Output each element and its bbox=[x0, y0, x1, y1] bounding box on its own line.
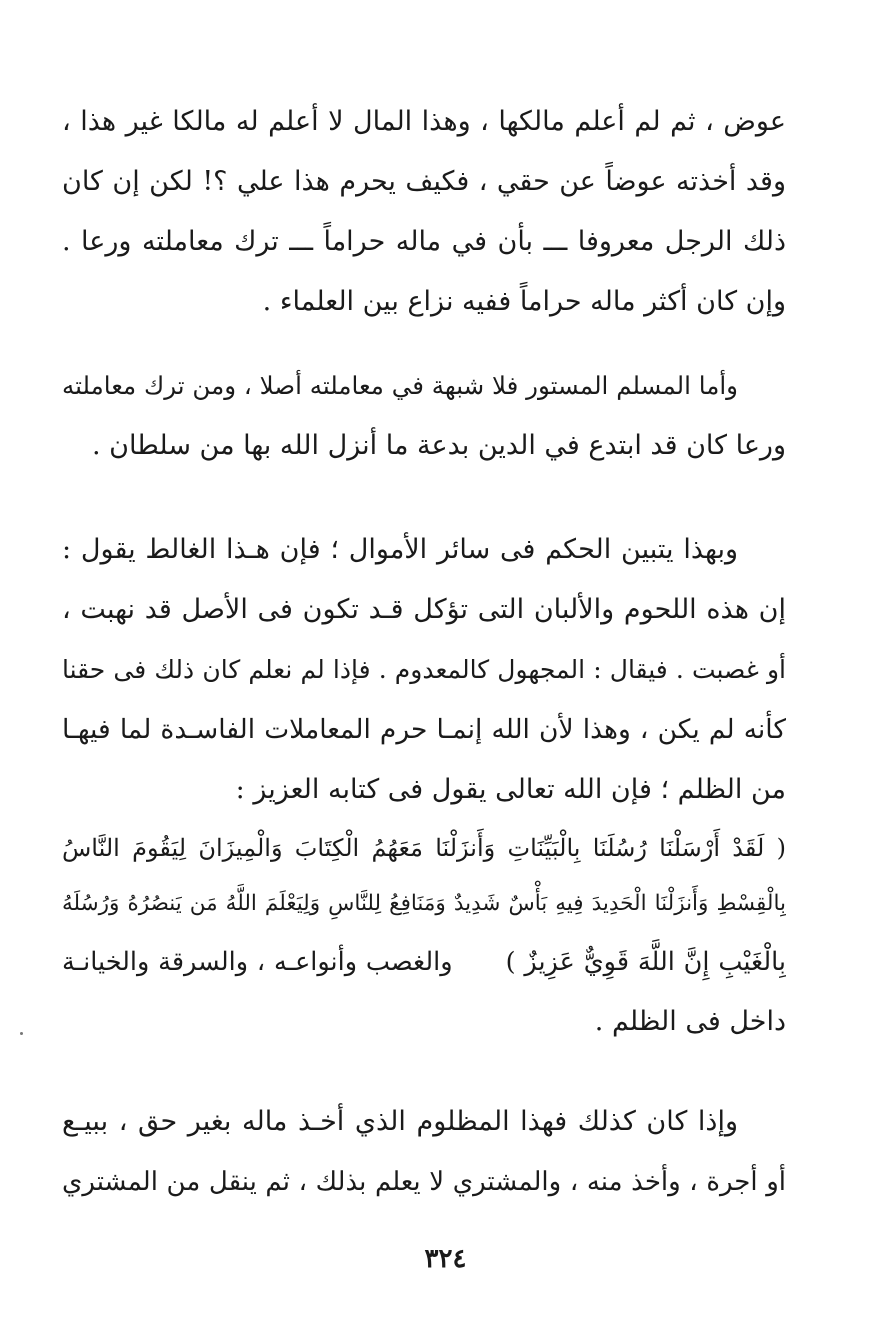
text-line: داخل فى الظلم . bbox=[594, 1006, 786, 1037]
text-line: وإن كان أكثر ماله حراماً ففيه نزاع بين العلماء . bbox=[262, 286, 786, 317]
quran-verse-line: بِالْقِسْطِ وَأَنزَلْنَا الْحَدِيدَ فِيهِ بَأْسٌ شَدِيدٌ وَمَنَافِعُ لِلنَّاسِ وَلِيَعْلَمَ اللَّهُ مَن يَنصُرُهُ وَرُسُلَهُ bbox=[62, 891, 786, 916]
quran-verse-line: ( لَقَدْ أَرْسَلْنَا رُسُلَنَا بِالْبَيِّنَاتِ وَأَنزَلْنَا مَعَهُمُ الْكِتَابَ وَالْمِيزَانَ لِيَقُومَ النَّاسُ bbox=[62, 834, 786, 862]
text-line: وإذا كان كذلك فهذا المظلوم الذي أخـذ ماله بغير حق ، ببيـع bbox=[62, 1106, 738, 1137]
text-line: ذلك الرجل معروفا ـــ بأن في ماله حراماً ـــ ترك معاملته ورعا . bbox=[62, 226, 786, 257]
text-line: أو غصبت . فيقال : المجهول كالمعدوم . فإذا لم نعلم كان ذلك فى حقنا bbox=[62, 655, 786, 684]
margin-speck bbox=[20, 1032, 23, 1035]
page-number: ٣٢٤ bbox=[424, 1244, 467, 1274]
text-line: ورعا كان قد ابتدع في الدين بدعة ما أنزل الله بها من سلطان . bbox=[92, 430, 786, 461]
paragraph-1 bbox=[62, 92, 786, 332]
text-line: وقد أخذته عوضاً عن حقي ، فكيف يحرم هذا علي ؟! لكن إن كان bbox=[62, 166, 786, 197]
text-line: بِالْغَيْبِ إِنَّ اللَّهَ قَوِيٌّ عَزِيزٌ ) والغصب وأنواعـه ، والسرقة والخيانـة bbox=[62, 947, 786, 977]
text-line: عوض ، ثم لم أعلم مالكها ، وهذا المال لا أعلم له مالكا غير هذا ، bbox=[62, 106, 786, 137]
paragraph-4 bbox=[62, 1092, 786, 1212]
text-line: وبهذا يتبين الحكم فى سائر الأموال ؛ فإن هـذا الغالط يقول : bbox=[62, 534, 738, 565]
text-line: إن هذه اللحوم والألبان التى تؤكل قـد تكون فى الأصل قد نهبت ، bbox=[62, 594, 786, 625]
text-line: كأنه لم يكن ، وهذا لأن الله إنمـا حرم المعاملات الفاسـدة لما فيهـا bbox=[62, 714, 786, 745]
paragraph-3 bbox=[62, 520, 786, 1052]
text-line: من الظلم ؛ فإن الله تعالى يقول فى كتابه العزيز : bbox=[235, 774, 786, 805]
text-line: وأما المسلم المستور فلا شبهة في معاملته أصلا ، ومن ترك معاملته bbox=[62, 371, 738, 400]
paragraph-2 bbox=[62, 356, 786, 476]
text-line: أو أجرة ، وأخذ منه ، والمشتري لا يعلم بذلك ، ثم ينقل من المشتري bbox=[62, 1167, 786, 1197]
